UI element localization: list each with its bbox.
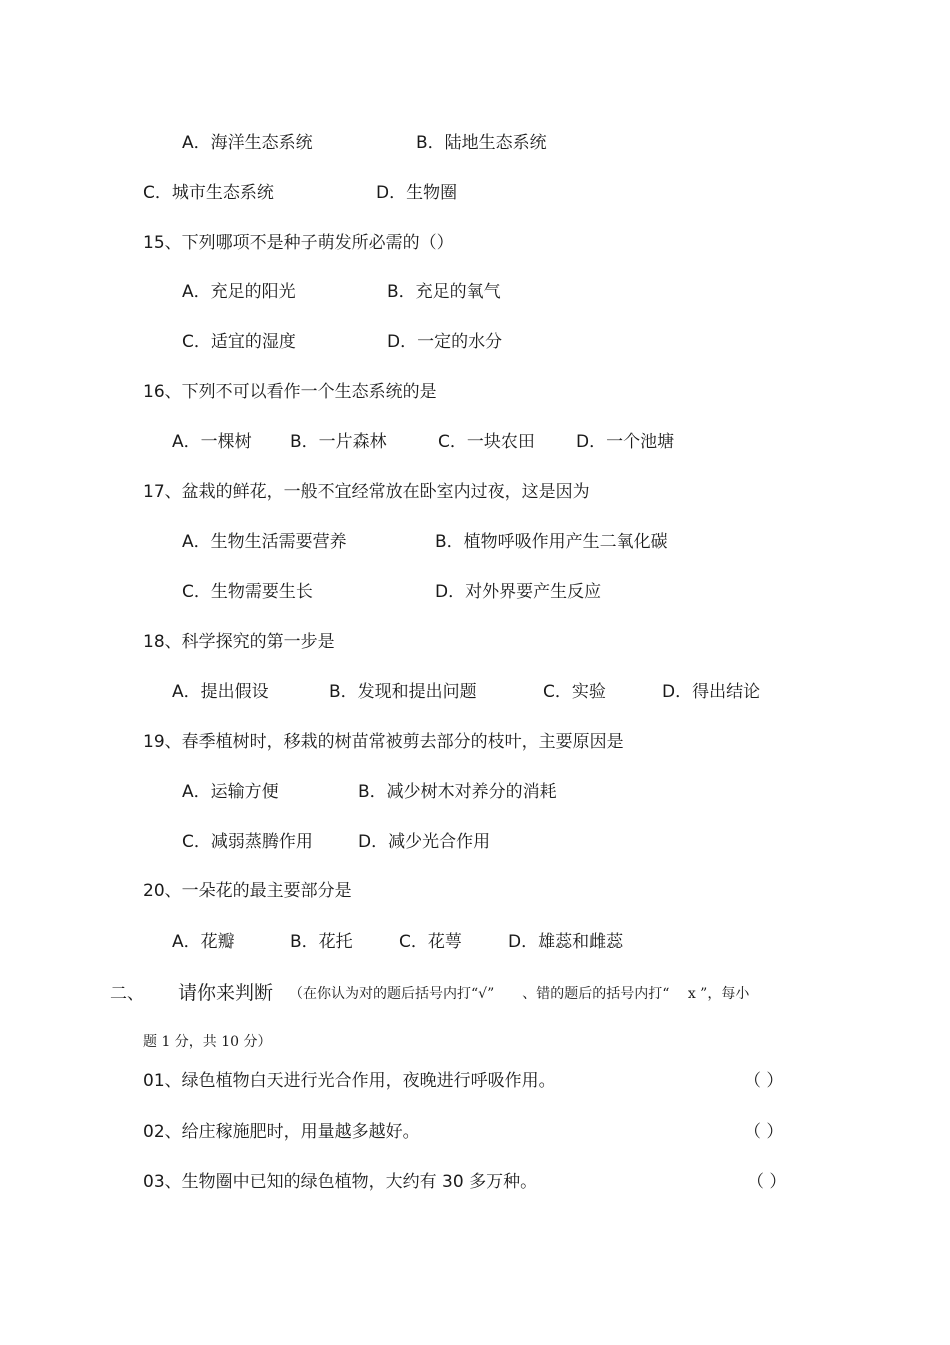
q20-stem: 20、一朵花的最主要部分是 — [143, 881, 352, 901]
section2-number: 二、 — [110, 984, 144, 1004]
q16-stem: 16、下列不可以看作一个生态系统的是 — [143, 382, 437, 402]
q17-option-d: D．对外界要产生反应 — [435, 582, 602, 602]
q20-option-a: A．花瓣 — [172, 932, 235, 952]
q14-option-a: A．海洋生态系统 — [182, 133, 313, 153]
q18-stem: 18、科学探究的第一步是 — [143, 632, 335, 652]
q15-option-c: C．适宜的湿度 — [182, 332, 296, 352]
q19-option-a: A．运输方便 — [182, 782, 279, 802]
judgement-item-01: 01、绿色植物白天进行光合作用，夜晚进行呼吸作用。 — [143, 1071, 556, 1091]
judgement-item-02: 02、给庄稼施肥时，用量越多越好。 — [143, 1122, 420, 1142]
q15-option-d: D．一定的水分 — [387, 332, 503, 352]
q17-option-b: B．植物呼吸作用产生二氧化碳 — [435, 532, 668, 552]
q20-option-b: B．花托 — [290, 932, 353, 952]
q18-option-d: D．得出结论 — [662, 682, 761, 702]
q14-option-c: C．城市生态系统 — [143, 183, 274, 203]
judgement-answer-03[interactable]: （ ） — [747, 1172, 787, 1192]
q16-option-b: B．一片森林 — [290, 432, 387, 452]
q18-option-b: B．发现和提出问题 — [329, 682, 477, 702]
section2-title: 请你来判断 — [178, 982, 274, 1004]
q20-option-c: C．花萼 — [399, 932, 462, 952]
section2-instructions-line1: （在你认为对的题后括号内打“√” 、错的题后的括号内打“ x ”，每小 — [289, 986, 750, 1002]
q19-option-b: B．减少树木对养分的消耗 — [358, 782, 557, 802]
q19-option-d: D．减少光合作用 — [358, 832, 491, 852]
q18-option-c: C．实验 — [543, 682, 606, 702]
q15-stem: 15、下列哪项不是种子萌发所必需的（） — [143, 233, 454, 253]
q17-option-a: A．生物生活需要营养 — [182, 532, 347, 552]
judgement-answer-02[interactable]: （ ） — [744, 1122, 784, 1142]
q16-option-a: A．一棵树 — [172, 432, 252, 452]
q19-stem: 19、春季植树时，移栽的树苗常被剪去部分的枝叶，主要原因是 — [143, 732, 624, 752]
q14-option-d: D．生物圈 — [376, 183, 458, 203]
q16-option-c: C．一块农田 — [438, 432, 535, 452]
judgement-item-03: 03、生物圈中已知的绿色植物，大约有 30 多万种。 — [143, 1172, 538, 1192]
q20-option-d: D．雄蕊和雌蕊 — [508, 932, 624, 952]
q15-option-a: A．充足的阳光 — [182, 282, 296, 302]
q19-option-c: C．减弱蒸腾作用 — [182, 832, 313, 852]
q18-option-a: A．提出假设 — [172, 682, 269, 702]
judgement-answer-01[interactable]: （ ） — [744, 1071, 784, 1091]
q15-option-b: B．充足的氧气 — [387, 282, 501, 302]
q17-option-c: C．生物需要生长 — [182, 582, 313, 602]
q16-option-d: D．一个池塘 — [576, 432, 675, 452]
q17-stem: 17、盆栽的鲜花，一般不宜经常放在卧室内过夜，这是因为 — [143, 482, 590, 502]
q14-option-b: B．陆地生态系统 — [416, 133, 547, 153]
section2-instructions-line2: 题 1 分，共 10 分） — [143, 1034, 272, 1050]
